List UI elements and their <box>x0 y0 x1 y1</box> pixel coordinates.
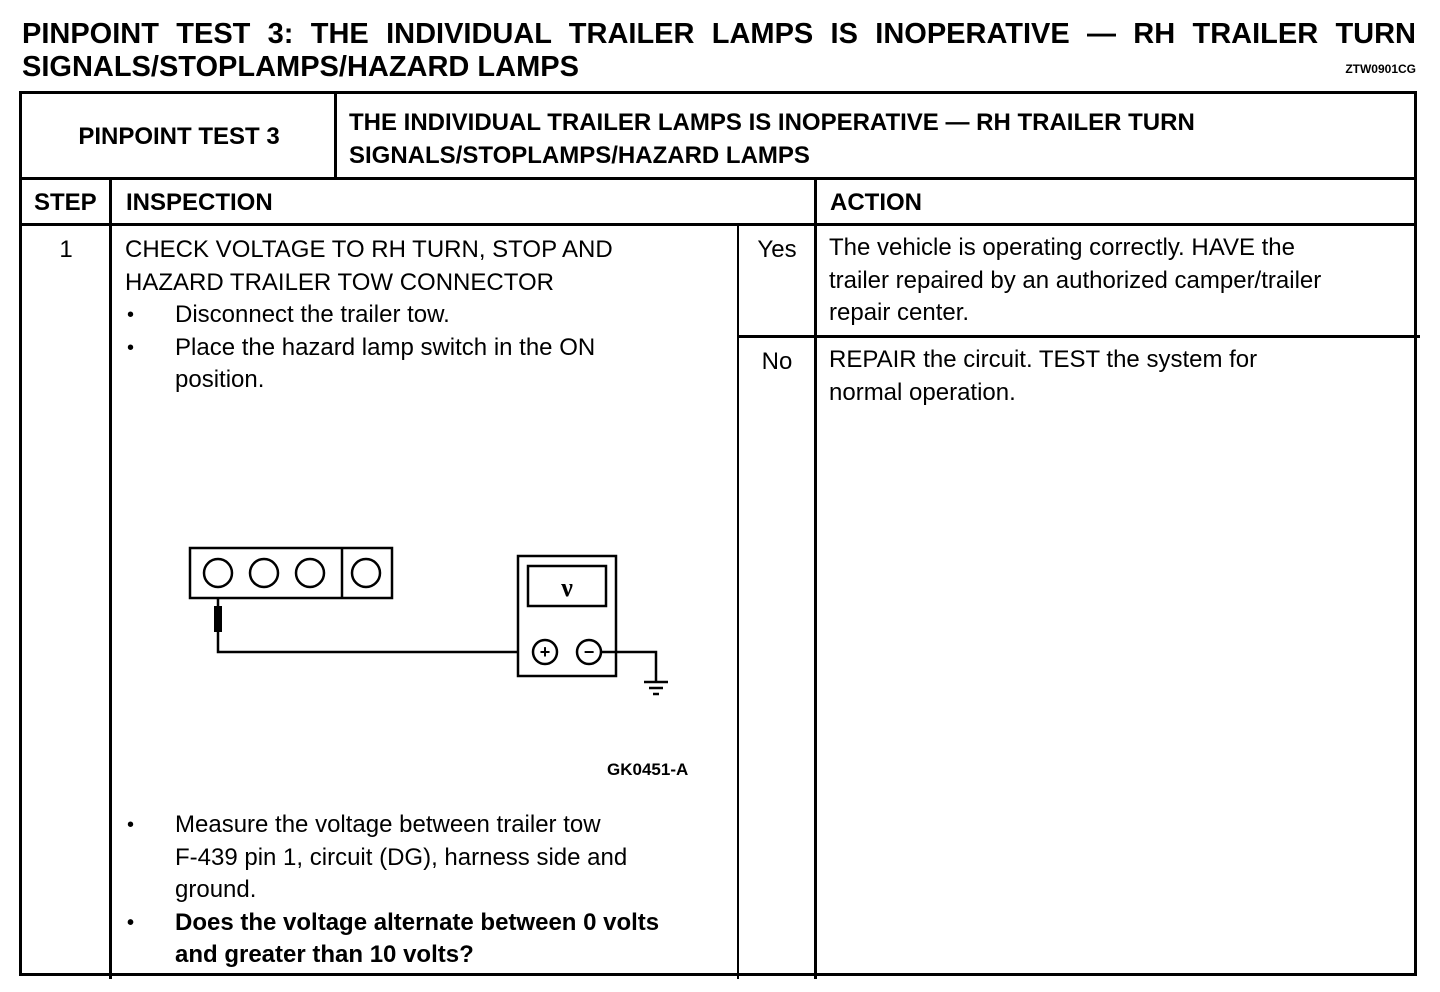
inspection-bullets-bottom <box>125 809 740 972</box>
action-yes <box>829 232 1414 330</box>
column-inspection: INSPECTION <box>126 189 273 216</box>
pinpoint-table <box>19 91 1417 976</box>
step-number: 1 <box>59 236 73 263</box>
action-no-line1: REPAIR the circuit. TEST the system for <box>829 346 1258 373</box>
negative-symbol: − <box>583 642 595 662</box>
bullet-question <box>125 907 740 972</box>
yes-no-divider <box>738 335 1420 338</box>
header-row-divider <box>22 177 1414 180</box>
connector-pin-2 <box>250 559 278 587</box>
action-yes-line3: repair center. <box>829 299 970 326</box>
bullet-measure-line3: ground. <box>175 876 257 903</box>
figure-label: GK0451-A <box>607 760 689 779</box>
column-step: STEP <box>34 189 97 216</box>
header-test-label: PINPOINT TEST 3 <box>78 122 280 150</box>
step-column-divider <box>109 178 112 979</box>
action-no-line2: normal operation. <box>829 378 1016 406</box>
inspection-heading-line2: HAZARD TRAILER TOW CONNECTOR <box>125 268 554 296</box>
header-divider <box>334 94 337 180</box>
connector-pin-1 <box>204 559 232 587</box>
page-title <box>22 18 1416 84</box>
probe-tip <box>214 606 222 632</box>
voltmeter-symbol: ν <box>561 573 573 602</box>
connector-pin-4 <box>352 559 380 587</box>
inspection-content-bottom <box>125 809 740 972</box>
header-description-line2: SIGNALS/STOPLAMPS/HAZARD LAMPS <box>349 142 810 169</box>
action-no <box>829 344 1414 409</box>
positive-symbol: + <box>539 642 551 662</box>
bullet-hazard-line2: position. <box>175 366 265 393</box>
page-title-line2: SIGNALS/STOPLAMPS/HAZARD LAMPS <box>22 51 579 83</box>
bullet-hazard-switch <box>125 332 735 397</box>
bullet-measure-line1: • Measure the voltage between trailer tow <box>175 811 601 838</box>
column-head-divider <box>22 223 1414 226</box>
action-yes-line2: trailer repaired by an authorized camper/trailer <box>829 266 1322 294</box>
inspection-bullets-top <box>125 299 735 397</box>
document-code: ZTW0901CG <box>1345 62 1416 76</box>
question-line2: and greater than 10 volts? <box>175 941 474 968</box>
bullet-measure-line2: F-439 pin 1, circuit (DG), harness side and <box>175 843 628 871</box>
action-column-divider <box>814 178 817 979</box>
voltmeter-figure <box>172 534 732 794</box>
probe-lead <box>218 632 524 652</box>
inspection-heading-line1: CHECK VOLTAGE TO RH TURN, STOP AND <box>125 236 613 263</box>
page-title-line1: PINPOINT TEST 3: THE INDIVIDUAL TRAILER LAMPS IS INOPERATIVE — RH TRAILER TURN <box>22 18 1416 50</box>
header-description <box>349 106 1409 172</box>
header-description-line1: THE INDIVIDUAL TRAILER LAMPS IS INOPERATIVE — RH TRAILER TURN <box>349 109 1195 136</box>
inspection-content <box>125 234 735 397</box>
bullet-hazard-line1: • Place the hazard lamp switch in the ON <box>175 333 596 361</box>
action-yes-line1: The vehicle is operating correctly. HAVE the <box>829 234 1295 261</box>
answer-no-label: No <box>761 348 793 375</box>
bullet-measure <box>125 809 740 907</box>
question-line1: • Does the voltage alternate between 0 volts <box>175 908 660 936</box>
bullet-disconnect: • Disconnect the trailer tow. <box>125 299 735 332</box>
column-action: ACTION <box>830 189 922 216</box>
connector-pin-3 <box>296 559 324 587</box>
answer-yes-label: Yes <box>757 236 797 263</box>
